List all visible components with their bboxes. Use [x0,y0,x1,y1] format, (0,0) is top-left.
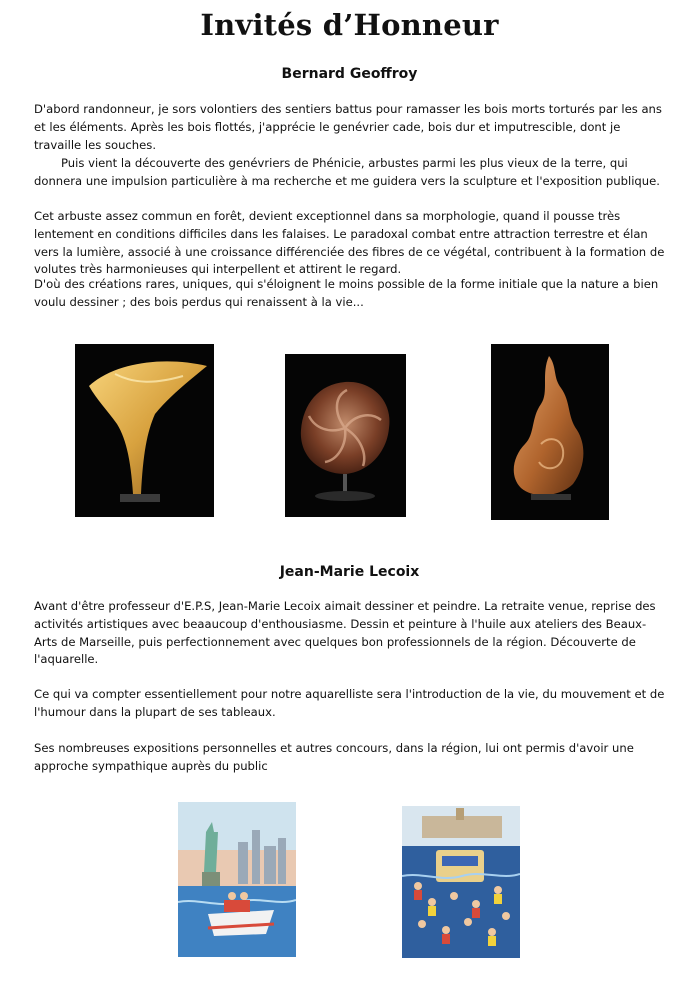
bio-paragraph: Cet arbuste assez commun en forêt, devient exceptionnel dans sa morphologie, quand il pousse très lentement en conditions difficiles dans les falaises. Le paradoxal combat entre attraction terrestre et élan vers la lumière, associé à une croissance différenciée des fibres de ce végétal, contribuent à la formation de volutes très harmonieuses qui interpellent et attirent le regard. [34,209,665,277]
bio-paragraph: D'abord randonneur, je sors volontiers des sentiers battus pour ramasser les bois morts torturés par les ans et les éléments. Après les bois flottés, j'apprécie le genévrier cade, bois dur et imputrescible, dont je travaille les souches. [34,102,662,152]
watercolor-painting-marseille-beach [402,806,520,958]
bio-paragraph: Avant d'être professeur d'E.P.S, Jean-Marie Lecoix aimait dessiner et peindre. La retraite venue, reprise des activités artistiques avec beaaucoup d'enthousiasme. Dessin et peinture à l'huile aux ateliers des Beaux-Arts de Marseille, puis perfectionnement avec quelques bon professionnels de la région. Découverte de l'aquarelle. [34,599,656,667]
sculpture-photo-golden [75,344,214,517]
section-heading-jean-marie-lecoix: Jean-Marie Lecoix [279,564,420,580]
bio-paragraph: Puis vient la découverte des genévriers de Phénicie, arbustes parmi les plus vieux de la terre, qui donnera une impulsion particulière à ma recherche et me guidera vers la sculpture et l'exposition publique. [34,156,660,188]
bio-paragraph: D'où des créations rares, uniques, qui s'éloignent le moins possible de la forme initiale que la nature a bien voulu dessiner ; des bois perdus qui renaissent à la vie... [34,277,659,309]
sculpture-photo-spiral [285,354,406,517]
watercolor-painting-statue-of-liberty [178,802,296,957]
bio-paragraph: Ses nombreuses expositions personnelles et autres concours, dans la région, lui ont permis d'avoir une approche sympathique auprès du public [34,741,634,773]
page-title: Invités d’Honneur [200,8,499,42]
bio-paragraph: Ce qui va compter essentiellement pour notre aquarelliste sera l'introduction de la vie, du mouvement et de l'humour dans la plupart de ses tableaux. [34,687,665,719]
section-heading-bernard-geoffroy: Bernard Geoffroy [281,66,418,82]
sculpture-photo-flame [491,344,609,520]
